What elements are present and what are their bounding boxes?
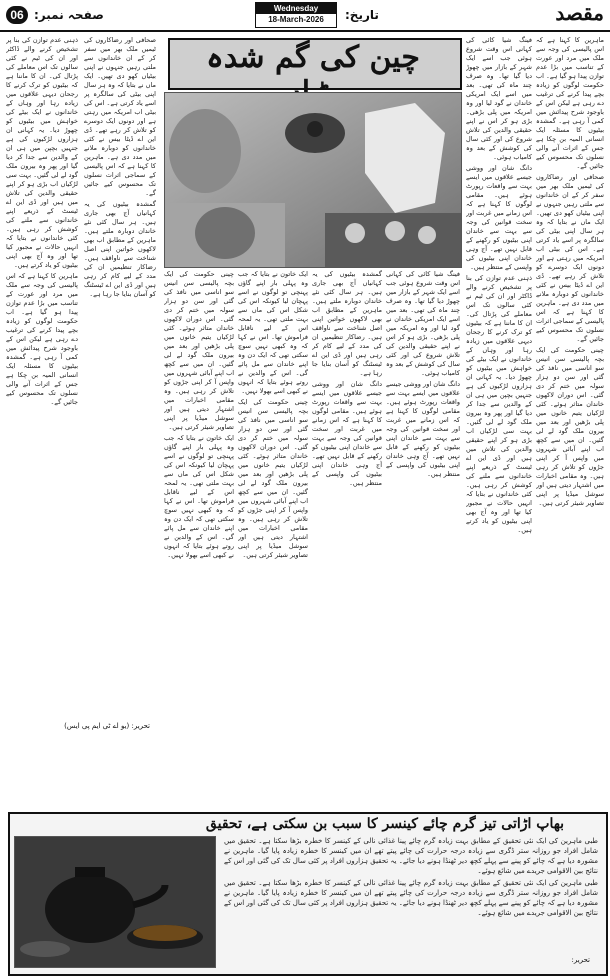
column-text-continued-2: چینی حکومت کی ایک بچہ پالیسی سن انیس سو اناسی میں نافذ کی گئی اور سن دو ہزار سولہ میں ختم کر دی گئی۔ اس دوران لاکھوں خاندان متاثر ہوئے۔ کئی لڑکیاں یتیم خانوں میں پلی بڑھیں اور بعد میں بیرون ملک گود لے لی گئیں۔ ان میں سے کچھ اب اپنے آبائی شہروں میں واپس آ کر اپنی جڑوں کو تلاش کر رہی ہیں۔ وہ مقامی اخبارات میں اشتہار دیتی ہیں اور سوشل میڈیا پر اپنی تصاویر شیئر کرتی ہیں۔ [536,346,604,507]
tea-article-title: بھاپ اڑاتی تیز گرم چائے کینسر کا سبب بن سکتی ہے، تحقیق [205,816,565,832]
article-column-7 [466,36,532,806]
byline [10,722,150,730]
byline-author: (یو اے ٹی ایم پی ایس) [64,722,130,730]
column-text-continued: گمشدہ بیٹیوں کی یہ کہانیاں آج بھی جاری ہیں۔ ہر سال کئی نئے خاندان دوبارہ ملتے ہیں۔ ماہرین کے مطابق اب بھی لاکھوں خواتین اپنی اصل شناخت سے ناواقف ہیں۔ رضاکار تنظیمیں ان کی مدد کے لیے کام کر رہی ہیں اور ڈی این اے ٹیسٹنگ کو آسان بنایا جا رہا ہے۔ [84,200,156,298]
article-column-2 [84,36,156,716]
tea-article-body [224,836,598,946]
page-number-label: صفحہ نمبر: [34,8,104,22]
page-number: 06 [6,6,28,24]
date-box [255,2,337,28]
column-text: چینی حکومت کی ایک بچہ پالیسی سن انیس سو اناسی میں نافذ کی گئی اور سن دو ہزار سولہ میں ختم کر دی گئی۔ اس دوران لاکھوں خاندان متاثر ہوئے۔ کئی لڑکیاں یتیم خانوں میں پلی بڑھیں اور بعد میں بیرون ملک گود لے لی گئیں۔ ان میں سے کچھ اب اپنے آبائی شہروں میں واپس آ کر اپنی جڑوں کو تلاش کر رہی ہیں۔ وہ مقامی اخبارات میں اشتہار دیتی ہیں اور سوشل میڈیا پر اپنی تصاویر شیئر کرتی ہیں۔ [164,270,234,431]
column-text: ایک خاتون نے بتایا کہ جب وہ پہلی بار اپنے گاؤں پہنچی تو لوگوں نے اسے پہچان لیا کیونکہ اس کی شکل اس کی ماں سے بہت ملتی تھی۔ یہ لمحہ اس کے لیے ناقابل فراموش تھا۔ اس نے کہا کہ وہ کبھی نہیں سوچ سکتی تھی کہ ایک دن وہ اپنے خاندان سے مل پائے گی۔ اس کے والدین نے روتے ہوئے بتایا کہ انہوں نے کبھی اسے بھولا نہیں۔ [238,270,308,395]
feature-title: چین کی گم شدہ [206,40,420,75]
column-text: ذہنی عدم توازن کی بنا پر تشخیص کرنے والے ڈاکٹر اور ان کی ٹیم نے کئی سالوں تک اس معاملے کی پڑتال کی۔ ان کا ماننا ہے کہ بیٹیوں کو ترک کرنے کا رجحان دیہی علاقوں میں زیادہ رہا اور وہاں کے خاندانوں نے ایک بیٹے کی خواہش میں بیٹیوں کو چھوڑ دیا۔ یہ کہانی ان ہزاروں لڑکیوں کی ہے جنہیں بچپن میں ہی ان کے والدین سے جدا کر دیا گیا اور پھر وہ بیرون ملک گود لے لی گئیں۔ بہت سی لڑکیاں اب بڑی ہو کر اپنے حقیقی والدین کی تلاش میں ہیں اور ڈی این اے ٹیسٹ کے ذریعے اپنے خاندانوں سے ملنے کی کوشش کر رہی ہیں۔ کئی خاندانوں نے بتایا کہ انہیں حالات نے مجبور کیا تھا اور وہ آج بھی اپنی بیٹیوں کو یاد کرتے ہیں۔ [6,36,78,269]
feature-photo-collage [164,92,462,268]
photo-collage-art [165,93,461,267]
column-text-continued: چینی حکومت کی ایک بچہ پالیسی سن انیس سو اناسی میں نافذ کی گئی اور سن دو ہزار سولہ میں ختم کر دی گئی۔ اس دوران لاکھوں خاندان متاثر ہوئے۔ کئی لڑکیاں یتیم خانوں میں پلی بڑھیں اور بعد میں بیرون ملک گود لے لی گئیں۔ ان میں سے کچھ اب اپنے آبائی شہروں میں واپس آ کر اپنی جڑوں کو تلاش کر رہی ہیں۔ وہ مقامی اخبارات میں اشتہار دیتی ہیں اور سوشل میڈیا پر اپنی تصاویر شیئر کرتی ہیں۔ [238,398,308,559]
newspaper-logo: مقصد [555,1,604,25]
article-column-4 [238,270,308,800]
article-column-5 [312,270,382,800]
date-value: 18-March-2026 [268,15,324,24]
column-text-continued: دانگ شان اور ووشی جیسے علاقوں میں ایسے بہت سے واقعات رپورٹ ہوئے ہیں۔ مقامی لوگوں کا کہنا ہے کہ اس زمانے میں غربت اور سخت قوانین کی وجہ سے بہت سے خاندان اپنی بیٹیوں کو رکھنے کے قابل نہیں تھے۔ آج وہی خاندان اپنی بیٹیوں کی واپسی کے منتظر ہیں۔ [312,380,382,487]
column-text: صحافی اور رضاکاروں کی ٹیمیں ملک بھر میں سفر کر کے ان خاندانوں سے ملتی رہیں جنہوں نے اپنی بیٹیاں کھو دی تھیں۔ ایک ماں نے بتایا کہ وہ ہر سال اپنی بیٹی کی سالگرہ پر اسے یاد کرتی ہے۔ اس کی بیٹی اب امریکہ میں رہتی ہے اور دونوں ایک دوسرے کو تلاش کر رہے تھے۔ ڈی این اے ڈیٹا بیس نے کئی خاندانوں کو دوبارہ ملانے میں مدد دی ہے۔ ماہرین کا کہنا ہے کہ اس پالیسی کے سماجی اثرات نسلوں تک محسوس کیے جائیں گے۔ [84,36,156,197]
column-text: گمشدہ بیٹیوں کی یہ کہانیاں آج بھی جاری ہیں۔ ہر سال کئی نئے خاندان دوبارہ ملتے ہیں۔ ماہرین کے مطابق اب بھی لاکھوں خواتین اپنی اصل شناخت سے ناواقف ہیں۔ رضاکار تنظیمیں ان کی مدد کے لیے کام کر رہی ہیں اور ڈی این اے ٹیسٹنگ کو آسان بنایا جا رہا ہے۔ [312,270,382,377]
column-text-continued: ایک خاتون نے بتایا کہ جب وہ پہلی بار اپنے گاؤں پہنچی تو لوگوں نے اسے پہچان لیا کیونکہ اس کی شکل اس کی ماں سے بہت ملتی تھی۔ یہ لمحہ اس کے لیے ناقابل فراموش تھا۔ اس نے کہا کہ وہ کبھی نہیں سوچ سکتی تھی کہ ایک دن وہ اپنے خاندان سے مل پائے گی۔ اس کے والدین نے روتے ہوئے بتایا کہ انہوں نے کبھی اسے بھولا نہیں۔ [164,434,234,559]
column-text: فینگ شیا کائی کی کہانی اس وقت شروع ہوئی جب اسے ایک شہر کے بازار میں چھوڑ دیا گیا تھا۔ وہ صرف چند ماہ کی تھی۔ بعد میں اسے ایک امریکی خاندان نے گود لیا اور وہ امریکہ میں پلی بڑھی۔ بڑی ہو کر اس نے اپنے حقیقی والدین کی تلاش شروع کی اور کئی سال کی کوشش کے بعد وہ کامیاب ہوئی۔ [386,270,460,377]
byline-label: تحریر: [131,722,150,730]
column-text-continued: دانگ شان اور ووشی جیسے علاقوں میں ایسے بہت سے واقعات رپورٹ ہوئے ہیں۔ مقامی لوگوں کا کہنا ہے کہ اس زمانے میں غربت اور سخت قوانین کی وجہ سے بہت سے خاندان اپنی بیٹیوں کو رکھنے کے قابل نہیں تھے۔ آج وہی خاندان اپنی بیٹیوں کی واپسی کے منتظر ہیں۔ [466,164,532,271]
teapot-photo [14,836,216,968]
tea-article-text: طبی ماہرین کی ایک نئی تحقیق کے مطابق بہت زیادہ گرم چائے پینا غذائی نالی کے کینسر کا خطرہ بڑھا سکتا ہے۔ تحقیق میں شامل افراد جو روزانہ ستر ڈگری سے زیادہ درجہ حرارت کی چائے پیتے تھے ان میں کینسر کا خطرہ زیادہ پایا گیا۔ ماہرین نے مشورہ دیا ہے کہ چائے کو پینے سے پہلے کچھ دیر ٹھنڈا ہونے دیا جائے۔ یہ تحقیق ہزاروں افراد پر کئی سال تک کی گئی اور اس کے نتائج بین الاقوامی جریدے میں شائع ہوئے۔ [224,837,598,875]
column-text-continued: ماہرین کا کہنا ہے کہ اس پالیسی کی وجہ سے ملک میں مرد اور عورت کے تناسب میں بڑا عدم توازن پیدا ہو گیا ہے۔ اب حکومت لوگوں کو زیادہ بچے پیدا کرنے کی ترغیب دے رہی ہے لیکن اس کے باوجود شرح پیدائش میں کمی آ رہی ہے۔ گمشدہ بیٹیوں کا مسئلہ ایک انسانی المیہ بن چکا ہے جس کے اثرات آنے والی نسلوں تک محسوس کیے جائیں گے۔ [6,272,78,406]
tea-article-text-continued: طبی ماہرین کی ایک نئی تحقیق کے مطابق بہت زیادہ گرم چائے پینا غذائی نالی کے کینسر کا خطرہ بڑھا سکتا ہے۔ تحقیق میں شامل افراد جو روزانہ ستر ڈگری سے زیادہ درجہ حرارت کی چائے پیتے تھے ان میں کینسر کا خطرہ زیادہ پایا گیا۔ ماہرین نے مشورہ دیا ہے کہ چائے کو پینے سے پہلے کچھ دیر ٹھنڈا ہونے دیا جائے۔ یہ تحقیق ہزاروں افراد پر کئی سال تک کی گئی اور اس کے نتائج بین الاقوامی جریدے میں شائع ہوئے۔ [224,879,598,917]
article-column-1 [6,36,78,716]
date-label: تاریخ: [345,8,379,22]
date-day: Wednesday [256,3,336,14]
column-text: فینگ شیا کائی کی کہانی اس وقت شروع ہوئی جب اسے ایک شہر کے بازار میں چھوڑ دیا گیا تھا۔ وہ صرف چند ماہ کی تھی۔ بعد میں اسے ایک امریکی خاندان نے گود لیا اور وہ امریکہ میں پلی بڑھی۔ بڑی ہو کر اس نے اپنے حقیقی والدین کی تلاش شروع کی اور کئی سال کی کوشش کے بعد وہ کامیاب ہوئی۔ [466,36,532,161]
column-text-continued-2: ذہنی عدم توازن کی بنا پر تشخیص کرنے والے ڈاکٹر اور ان کی ٹیم نے کئی سالوں تک اس معاملے کی پڑتال کی۔ ان کا ماننا ہے کہ بیٹیوں کو ترک کرنے کا رجحان دیہی علاقوں میں زیادہ رہا اور وہاں کے خاندانوں نے ایک بیٹے کی خواہش میں بیٹیوں کو چھوڑ دیا۔ یہ کہانی ان ہزاروں لڑکیوں کی ہے جنہیں بچپن میں ہی ان کے والدین سے جدا کر دیا گیا اور پھر وہ بیرون ملک گود لے لی گئیں۔ بہت سی لڑکیاں اب بڑی ہو کر اپنے حقیقی والدین کی تلاش میں ہیں اور ڈی این اے ٹیسٹ کے ذریعے اپنے خاندانوں سے ملنے کی کوشش کر رہی ہیں۔ کئی خاندانوں نے بتایا کہ انہیں حالات نے مجبور کیا تھا اور وہ آج بھی اپنی بیٹیوں کو یاد کرتے ہیں۔ [466,274,532,534]
column-text: ماہرین کا کہنا ہے کہ اس پالیسی کی وجہ سے ملک میں مرد اور عورت کے تناسب میں بڑا عدم توازن پیدا ہو گیا ہے۔ اب حکومت لوگوں کو زیادہ بچے پیدا کرنے کی ترغیب دے رہی ہے لیکن اس کے باوجود شرح پیدائش میں کمی آ رہی ہے۔ گمشدہ بیٹیوں کا مسئلہ ایک انسانی المیہ بن چکا ہے جس کے اثرات آنے والی نسلوں تک محسوس کیے جائیں گے۔ [536,36,604,170]
article-column-3 [164,270,234,800]
article-column-8 [536,36,604,806]
teapot-photo-art [15,837,215,967]
column-text-continued: صحافی اور رضاکاروں کی ٹیمیں ملک بھر میں سفر کر کے ان خاندانوں سے ملتی رہیں جنہوں نے اپنی بیٹیاں کھو دی تھیں۔ ایک ماں نے بتایا کہ وہ ہر سال اپنی بیٹی کی سالگرہ پر اسے یاد کرتی ہے۔ اس کی بیٹی اب امریکہ میں رہتی ہے اور دونوں ایک دوسرے کو تلاش کر رہے تھے۔ ڈی این اے ڈیٹا بیس نے کئی خاندانوں کو دوبارہ ملانے میں مدد دی ہے۔ ماہرین کا کہنا ہے کہ اس پالیسی کے سماجی اثرات نسلوں تک محسوس کیے جائیں گے۔ [536,173,604,343]
column-text-continued: دانگ شان اور ووشی جیسے علاقوں میں ایسے بہت سے واقعات رپورٹ ہوئے ہیں۔ مقامی لوگوں کا کہنا ہے کہ اس زمانے میں غربت اور سخت قوانین کی وجہ سے بہت سے خاندان اپنی بیٹیوں کو رکھنے کے قابل نہیں تھے۔ آج وہی خاندان اپنی بیٹیوں کی واپسی کے منتظر ہیں۔ [386,380,460,478]
article-column-6 [386,270,460,800]
tea-article-byline: تحریر: [571,956,590,964]
